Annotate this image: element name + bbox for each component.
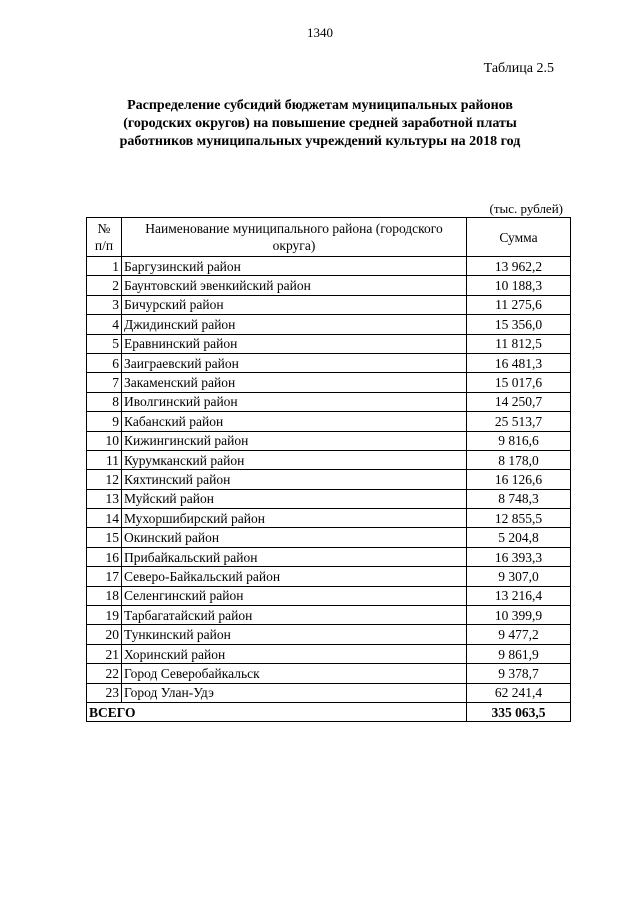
row-sum: 11 812,5 [467,334,571,353]
row-number: 8 [87,392,122,411]
row-sum: 9 477,2 [467,625,571,644]
table-row [87,450,571,469]
row-sum: 9 378,7 [467,664,571,683]
row-name: Северо-Байкальский район [122,567,467,586]
row-name: Баргузинский район [122,257,467,276]
row-sum: 11 275,6 [467,295,571,314]
table-row [87,547,571,566]
header-sum: Сумма [467,218,571,257]
row-name: Тункинский район [122,625,467,644]
row-name: Муйский район [122,489,467,508]
row-number: 17 [87,567,122,586]
row-number: 15 [87,528,122,547]
header-name-line: округа) [272,238,316,253]
row-name: Кяхтинский район [122,470,467,489]
title-line: работников муниципальных учреждений культуры на 2018 год [119,134,521,149]
row-name: Кабанский район [122,412,467,431]
header-number-line: № [97,221,111,236]
row-number: 13 [87,489,122,508]
row-number: 23 [87,683,122,702]
row-sum: 9 816,6 [467,431,571,450]
table-row [87,644,571,663]
table-row [87,353,571,372]
table-row [87,276,571,295]
table-row [87,470,571,489]
row-name: Селенгинский район [122,586,467,605]
row-number: 6 [87,353,122,372]
row-sum: 16 393,3 [467,547,571,566]
row-name: Заиграевский район [122,353,467,372]
row-sum: 10 188,3 [467,276,571,295]
row-sum: 8 178,0 [467,450,571,469]
table-row [87,295,571,314]
table-row [87,528,571,547]
row-sum: 13 962,2 [467,257,571,276]
row-sum: 8 748,3 [467,489,571,508]
row-sum: 13 216,4 [467,586,571,605]
table-row [87,586,571,605]
row-sum: 16 126,6 [467,470,571,489]
header-number [87,218,122,257]
row-name: Бичурский район [122,295,467,314]
total-sum: 335 063,5 [467,702,571,721]
table-row [87,664,571,683]
row-sum: 10 399,9 [467,606,571,625]
row-number: 11 [87,450,122,469]
table-row [87,489,571,508]
table-row [87,257,571,276]
title-line: Распределение субсидий бюджетам муниципальных районов [127,98,513,113]
row-name: Курумканский район [122,450,467,469]
subsidy-table [86,217,571,722]
row-name: Джидинский район [122,315,467,334]
row-number: 16 [87,547,122,566]
total-row [87,702,571,721]
row-number: 20 [87,625,122,644]
table-row [87,373,571,392]
table-header-row [87,218,571,257]
table-row [87,625,571,644]
row-sum: 14 250,7 [467,392,571,411]
row-sum: 12 855,5 [467,509,571,528]
table-body [87,257,571,703]
row-sum: 9 861,9 [467,644,571,663]
row-name: Город Улан-Удэ [122,683,467,702]
row-name: Мухоршибирский район [122,509,467,528]
row-number: 7 [87,373,122,392]
row-name: Кижингинский район [122,431,467,450]
header-number-line: п/п [94,238,114,253]
row-number: 9 [87,412,122,431]
row-sum: 15 356,0 [467,315,571,334]
row-sum: 62 241,4 [467,683,571,702]
row-name: Еравнинский район [122,334,467,353]
row-number: 19 [87,606,122,625]
row-name: Тарбагатайский район [122,606,467,625]
row-number: 18 [87,586,122,605]
row-number: 22 [87,664,122,683]
header-name [122,218,467,257]
total-label: ВСЕГО [87,702,467,721]
row-name: Баунтовский эвенкийский район [122,276,467,295]
row-number: 10 [87,431,122,450]
header-name-line: Наименование муниципального района (городского [145,221,443,236]
row-number: 12 [87,470,122,489]
row-name: Прибайкальский район [122,547,467,566]
title-line: (городских округов) на повышение средней заработной платы [123,116,517,131]
table-row [87,431,571,450]
row-sum: 9 307,0 [467,567,571,586]
row-number: 21 [87,644,122,663]
row-number: 3 [87,295,122,314]
table-row [87,606,571,625]
page-number: 1340 [307,25,333,40]
table-row [87,509,571,528]
table-row [87,567,571,586]
row-sum: 16 481,3 [467,353,571,372]
row-number: 1 [87,257,122,276]
row-number: 2 [87,276,122,295]
table-row [87,392,571,411]
row-name: Закаменский район [122,373,467,392]
table-row [87,683,571,702]
row-name: Хоринский район [122,644,467,663]
row-number: 4 [87,315,122,334]
row-sum: 15 017,6 [467,373,571,392]
row-number: 14 [87,509,122,528]
table-row [87,412,571,431]
row-number: 5 [87,334,122,353]
row-name: Город Северобайкальск [122,664,467,683]
row-name: Окинский район [122,528,467,547]
row-name: Иволгинский район [122,392,467,411]
row-sum: 25 513,7 [467,412,571,431]
table-row [87,334,571,353]
table-row [87,315,571,334]
unit-label: (тыс. рублей) [489,201,563,216]
table-label: Таблица 2.5 [483,61,554,76]
document-title [60,97,580,151]
row-sum: 5 204,8 [467,528,571,547]
